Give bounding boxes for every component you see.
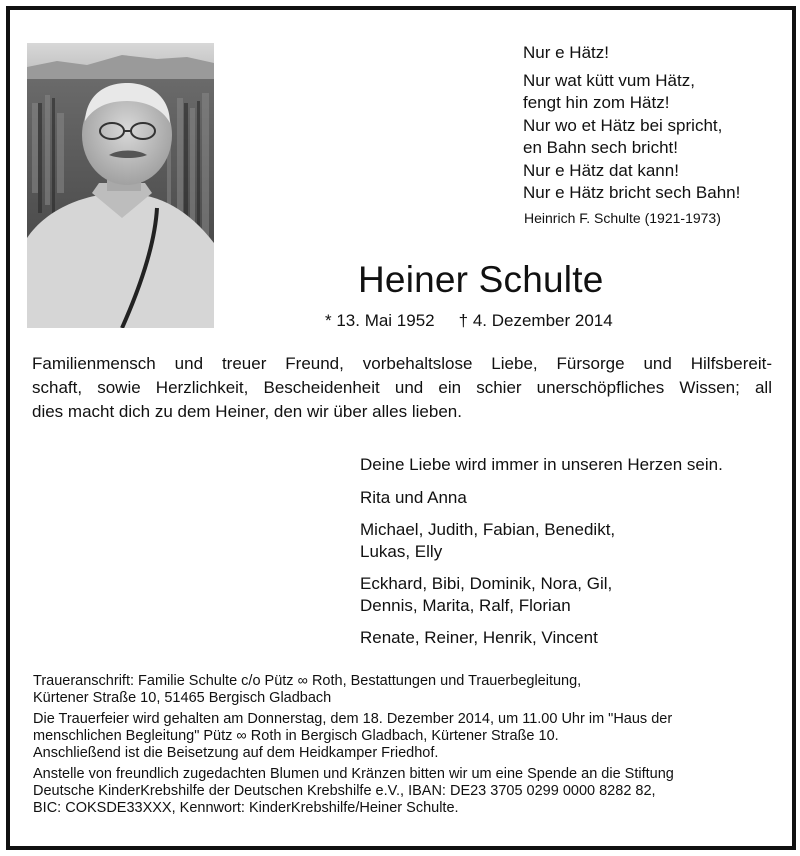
notice-donation-line-1: Anstelle von freundlich zugedachten Blumen und Kränzen bitten wir um eine Spende an die Stiftung [33,766,674,782]
notice-donation-line-2: Deutsche KinderKrebshilfe der Deutschen Krebshilfe e.V., IBAN: DE23 3705 0299 0000 8282 82, [33,783,656,799]
poem-line: Nur e Hätz bricht sech Bahn! [523,183,741,202]
family-group-2 [360,519,723,563]
tribute-line: Familienmensch und treuer Freund, vorbehaltslose Liebe, Fürsorge und Hilfsbereit- [32,354,772,373]
tribute-line: dies macht dich zu dem Heiner, den wir über alles lieben. [32,402,462,421]
notice-address [33,673,674,707]
funeral-notice [33,673,674,821]
poem-line: Nur e Hätz dat kann! [523,160,679,180]
family-heading: Deine Liebe wird immer in unseren Herzen sein. [360,455,723,474]
tribute-line: schaft, sowie Herzlichkeit, Bescheidenheit und ein schier unerschöpfliches Wissen; all [32,378,772,397]
deceased-name: Heiner Schulte [358,259,604,300]
portrait-photo [27,43,214,328]
family-group-3-line-2: Dennis, Marita, Ralf, Florian [360,596,571,615]
death-date: † 4. Dezember 2014 [458,311,613,330]
birth-date: * 13. Mai 1952 [325,311,435,330]
notice-service-line-1: Die Trauerfeier wird gehalten am Donnerstag, dem 18. Dezember 2014, um 11.00 Uhr im "Haus der [33,711,673,727]
notice-service-line-2: menschlichen Begleitung" Pütz ∞ Roth in Bergisch Gladbach, Kürtener Straße 10. [33,728,559,744]
notice-service-line-3: Anschließend ist die Beisetzung auf dem Heidkamper Friedhof. [33,745,439,761]
notice-service [33,711,674,762]
poem [523,42,740,205]
family-group-3 [360,573,723,617]
poem-line: en Bahn sech bricht! [523,138,678,157]
family-group-2-line-1: Michael, Judith, Fabian, Benedikt, [360,520,616,539]
tribute-text [32,352,772,424]
poem-line: Nur wo et Hätz bei spricht, [523,115,723,135]
life-dates [325,311,613,331]
poem-line: fengt hin zom Hätz! [523,93,670,112]
poem-line: Nur wat kütt vum Hätz, [523,70,695,90]
notice-donation [33,766,674,817]
poem-line: Nur e Hätz! [523,43,609,62]
family-group-3-line-1: Eckhard, Bibi, Dominik, Nora, Gil, [360,574,613,593]
poem-author: Heinrich F. Schulte (1921-1973) [524,210,721,226]
family-block [360,454,723,659]
family-group-1: Rita und Anna [360,488,467,507]
notice-address-line-2: Kürtener Straße 10, 51465 Bergisch Gladbach [33,690,332,706]
notice-address-line-1: Traueranschrift: Familie Schulte c/o Pütz ∞ Roth, Bestattungen und Trauerbegleitung, [33,673,582,689]
notice-donation-line-3: BIC: COKSDE33XXX, Kennwort: KinderKrebshilfe/Heiner Schulte. [33,800,459,816]
family-group-2-line-2: Lukas, Elly [360,542,443,561]
family-group-4: Renate, Reiner, Henrik, Vincent [360,628,598,647]
